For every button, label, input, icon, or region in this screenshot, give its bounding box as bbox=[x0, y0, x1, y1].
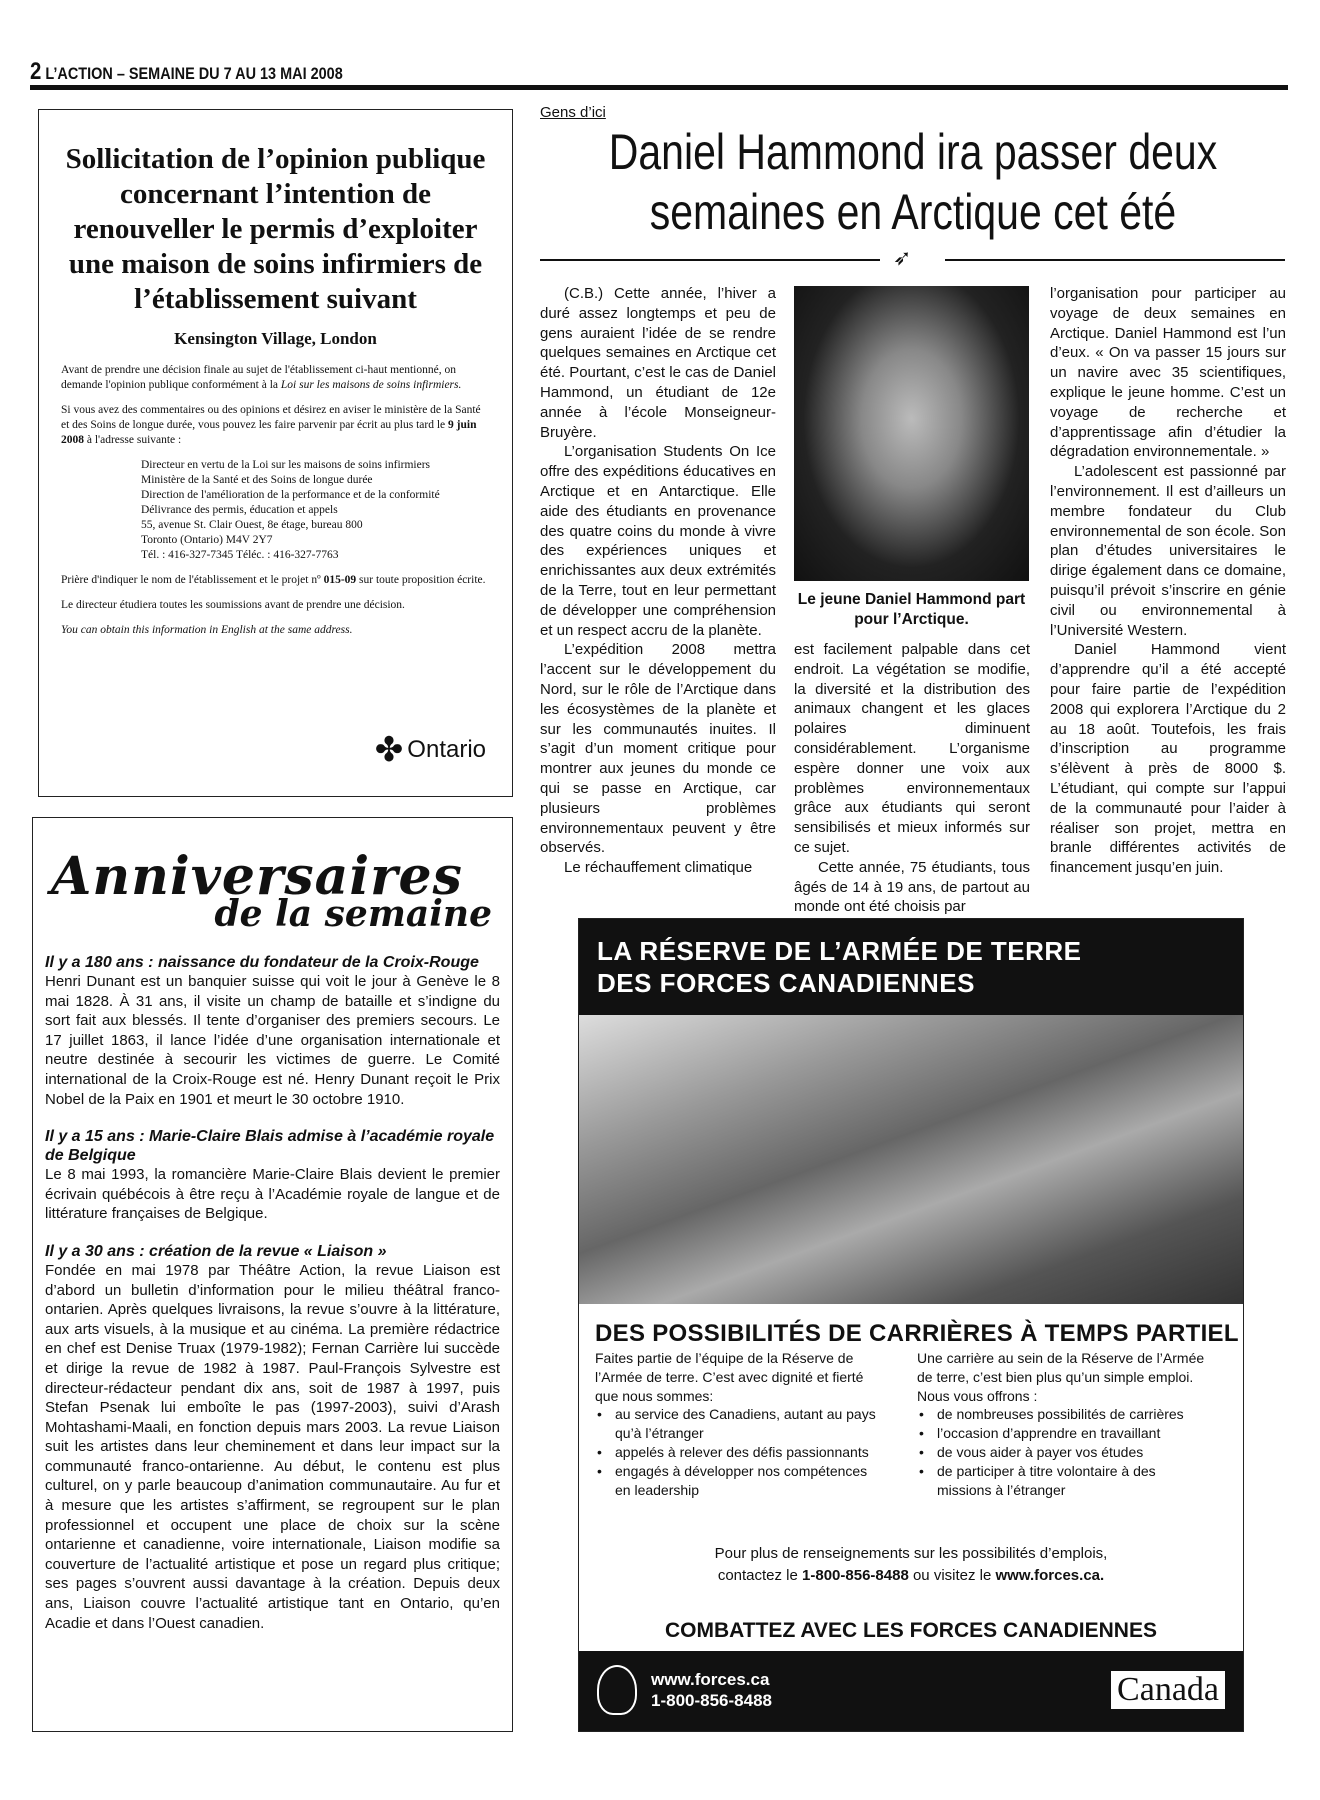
intro: Une carrière au sein de la Réserve de l’Armée de terre, c’est bien plus qu’un simple emploi. Nous vous offrons : bbox=[917, 1350, 1205, 1404]
anniversary-item bbox=[45, 1127, 500, 1224]
paragraph: Daniel Hammond vient d’apprendre qu’il a été accepté pour faire partie de l’expédition 2008 qui explorera l’Arctique du 2 au 18 août. Toutefois, les frais d’inscription au programme s’élèvent à près de 8000 $. L’étudiant, qui compte sur l’appui de la communauté pour l’aider à réaliser son projet, mettra en branle différentes activités de financement jusqu’en juin. bbox=[1050, 641, 1286, 877]
photo-caption: Le jeune Daniel Hammond part pour l’Arctique. bbox=[797, 591, 1026, 628]
item-heading: Il y a 180 ans : naissance du fondateur de la Croix-Rouge bbox=[45, 954, 479, 971]
text: sur toute proposition écrite. bbox=[356, 574, 486, 586]
item-heading: Il y a 15 ans : Marie-Claire Blais admise à l’académie royale de Belgique bbox=[45, 1128, 495, 1165]
article-column-3 bbox=[1050, 284, 1286, 878]
anniversaries-title: Anniversaires bbox=[51, 846, 463, 907]
bullet: • engagés à développer nos compétences en leadership bbox=[595, 1462, 885, 1500]
paragraph: (C.B.) Cette année, l’hiver a duré assez longtemps et peu de gens auraient l’idée de se rendre quelques semaines en Arctique cet été. Pourtant, c’est le cas de Daniel Hammond, un étudiant de 12e année à l’école Monseigneur-Bruyère. bbox=[540, 285, 776, 441]
notice-subtitle: Kensington Village, London bbox=[174, 329, 377, 348]
trillium-icon: ✤ bbox=[374, 731, 404, 769]
page-header bbox=[30, 58, 343, 86]
anniversary-item bbox=[45, 1242, 500, 1633]
deadline: 9 juin 2008 bbox=[61, 419, 477, 446]
ontario-logo bbox=[375, 730, 486, 770]
header-rule bbox=[30, 85, 1288, 90]
logo-text: Ontario bbox=[407, 736, 486, 763]
address-line: Direction de l'amélioration de la performance et de la conformité bbox=[141, 489, 440, 501]
paragraph: l’organisation pour participer au voyage de deux semaines en Arctique. Daniel Hammond est l’un d’eux. « On va passer 15 jours sur un navire avec 35 scientifiques, explique le jeune homme. C’est un voyage de recherche et d’apprentissage afin d’étudier la dégradation environnementale. » bbox=[1050, 285, 1286, 461]
text: à l'adresse suivante : bbox=[84, 434, 182, 446]
army-reserve-ad bbox=[578, 918, 1244, 1732]
text: contactez le bbox=[717, 1567, 803, 1584]
divider bbox=[540, 259, 880, 261]
bullet: • l’occasion d’apprendre en travaillant bbox=[917, 1424, 1207, 1443]
text: Avant de prendre une décision finale au sujet de l'établissement ci-haut mentionné, on demande l'opinion publique conformément à la bbox=[61, 364, 456, 391]
anniversaries-subtitle: de la semaine bbox=[214, 893, 492, 935]
address-line: Toronto (Ontario) M4V 2Y7 bbox=[141, 534, 273, 546]
phone-link[interactable]: 1-800-856-8488 bbox=[802, 1567, 909, 1584]
text: Si vous avez des commentaires ou des opinions et désirez en aviser le ministère de la Santé et des Soins de longue durée, vous pouvez les faire parvenir par écrit au plus tard le bbox=[61, 404, 481, 431]
notice-p4: Le directeur étudiera toutes les soumissions avant de prendre une décision. bbox=[61, 599, 405, 611]
address-line: 55, avenue St. Clair Ouest, 8e étage, bureau 800 bbox=[141, 519, 363, 531]
ad-footer bbox=[579, 1651, 1243, 1731]
page-number: 2 bbox=[30, 58, 42, 85]
text: ou visitez le bbox=[908, 1567, 996, 1584]
anniversary-item bbox=[45, 953, 500, 1109]
article-column-2 bbox=[794, 640, 1030, 917]
notice-p5 bbox=[61, 623, 490, 638]
address-line: Directeur en vertu de la Loi sur les maisons de soins infirmiers bbox=[141, 459, 431, 471]
paragraph: L’adolescent est passionné par l’environnement. Il est d’ailleurs un membre fondateur du Club environnemental de son école. Son plan d’études universitaires le dirige également dans ce domaine, puisqu’il prévoit s’inscrire en génie civil ou environnemental à l’Université Western. bbox=[1050, 463, 1286, 639]
ontario-notice bbox=[38, 109, 513, 797]
item-body: Henri Dunant est un banquier suisse qui voit le jour à Genève le 8 mai 1828. À 31 ans, il visite un champ de bataille et s’indigne du sort fait aux blessés. Il tente d’organiser des premiers secours. Le 17 juillet 1863, il lance l’idée d’une organisation internationale et neutre destinée à secourir les victimes de guerre. Le Comité international de la Croix-Rouge est né. Henry Dunant reçoit le Prix Nobel de la Paix en 1901 et meurt le 30 octobre 1910. bbox=[45, 973, 500, 1108]
footer-contact bbox=[651, 1669, 772, 1711]
anniversaries-box bbox=[32, 817, 513, 1732]
notice-p1 bbox=[61, 363, 490, 393]
intro: Faites partie de l’équipe de la Réserve de l’Armée de terre. C’est avec dignité et fierté que nous sommes: bbox=[595, 1350, 864, 1404]
bullet: • de nombreuses possibilités de carrières bbox=[917, 1405, 1207, 1424]
item-heading: Il y a 30 ans : création de la revue « Liaison » bbox=[45, 1242, 387, 1260]
notice-title: Sollicitation de l’opinion publique concernant l’intention de renouveller le permis d’exploiter une maison de soins infirmiers de l’établissement suivant bbox=[65, 143, 486, 315]
ad-contact bbox=[579, 1543, 1243, 1587]
text: Prière d'indiquer le nom de l'établissement et le projet nº bbox=[61, 574, 324, 586]
bullet: • de vous aider à payer vos études bbox=[917, 1443, 1207, 1462]
bullet: • de participer à titre volontaire à des missions à l’étranger bbox=[917, 1462, 1207, 1500]
notice-p2 bbox=[61, 403, 490, 448]
web-link[interactable]: www.forces.ca. bbox=[995, 1567, 1105, 1584]
address-line: Tél. : 416-327-7345 Téléc. : 416-327-7763 bbox=[141, 549, 339, 561]
ad-title: LA RÉSERVE DE L’ARMÉE DE TERRE bbox=[597, 936, 1082, 966]
address-line: Ministère de la Santé et des Soins de longue durée bbox=[141, 474, 373, 486]
paragraph: L’organisation Students On Ice offre des expéditions éducatives en Arctique et en Antarctique. Elle aide des étudiants en provenance des quatre coins du monde à vivre des expériences uniques et enrichissantes aux deux extrémités de la Terre, tout en leur permettant de développer une compréhension et un respect accru de la planète. bbox=[540, 443, 776, 639]
contact-text: Pour plus de renseignements sur les possibilités d’emplois, bbox=[714, 1545, 1108, 1562]
footer-web[interactable]: www.forces.ca bbox=[651, 1670, 770, 1689]
item-body: Fondée en mai 1978 par Théâtre Action, la revue Liaison est d’abord un bulletin d’information pour le milieu théâtral franco-ontarien. Après quelques livraisons, la revue s’ouvre à la littérature, aux arts visuels, à la musique et au cinéma. La première rédactrice en chef est Denise Truax (1979-1982); Fernan Carrière lui succède et dirige la revue de 1982 à 1987. Paul-François Sylvestre est directeur-rédacteur pendant dix ans, soit de 1987 à 1997, puis Stefan Psenak lui emboîte le pas (1997-2003), suivi d’Arash Mohtashami-Maali, en fonction depuis mars 2003. La revue Liaison suit les artistes dans leur cheminement et dans leur impact sur la communauté franco-ontarienne. Au début, le contenu est plus culturel, on y parle beaucoup d’animation communautaire. Au fur et à mesure que les artistes s’affirment, se regroupent sur le plan professionnel et occupent une place de choix sur la scène ontarienne et canadienne, voire internationale, Liaison modifie sa couverture de l’actualité artistique et pose un regard plus critique; ses pages s’ouvrent aussi davantage à la création. Depuis deux ans, Liaison couvre l’actualité artistique tant en Ontario, qu’en Acadie et dans l’Ouest canadien. bbox=[45, 1261, 500, 1632]
paragraph: Cette année, 75 étudiants, tous âgés de 14 à 19 ans, de partout au monde ont été choisis par bbox=[794, 858, 1030, 916]
notice-address bbox=[61, 458, 490, 563]
paragraph: L’expédition 2008 mettra l’accent sur le développement du Nord, sur le rôle de l’Arctique dans les écosystèmes de la planète et sur les communautés inuites. Il s’agit d’un moment critique pour montrer aux jeunes du monde ce qui se passe en Arctique, car plusieurs problèmes environnementaux peuvent y être observés. bbox=[540, 641, 776, 857]
bullet: • appelés à relever des défis passionnants bbox=[595, 1443, 885, 1462]
article-headline: Daniel Hammond ira passer deux semaines en Arctique cet été bbox=[608, 124, 1218, 240]
soldiers-photo bbox=[579, 1015, 1243, 1304]
ad-header bbox=[579, 919, 1243, 1015]
ad-left-column bbox=[595, 1349, 885, 1499]
item-body: Le 8 mai 1993, la romancière Marie-Claire Blais devient le premier écrivain québécois à être reçu à l’Académie royale de langue et de littérature françaises de Belgique. bbox=[45, 1166, 500, 1223]
notice-p3 bbox=[61, 573, 490, 588]
divider bbox=[945, 259, 1285, 261]
project-number: 015-09 bbox=[323, 574, 357, 586]
ornament-icon: ➶ bbox=[893, 245, 912, 270]
ad-heading: DES POSSIBILITÉS DE CARRIÈRES À TEMPS PARTIEL bbox=[595, 1320, 1239, 1347]
address-line: Délivrance des permis, éducation et appels bbox=[141, 504, 338, 516]
ad-title: DES FORCES CANADIENNES bbox=[597, 968, 975, 998]
law-name: Loi sur les maisons de soins infirmiers. bbox=[280, 379, 462, 391]
portrait-photo bbox=[794, 286, 1029, 581]
paragraph: Le réchauffement climatique bbox=[564, 859, 753, 877]
ad-slogan: COMBATTEZ AVEC LES FORCES CANADIENNES bbox=[665, 1619, 1157, 1642]
header-title: L’ACTION – SEMAINE DU 7 AU 13 MAI 2008 bbox=[45, 64, 343, 83]
paragraph: est facilement palpable dans cet endroit. La végétation se modifie, la diversité et la distribution des animaux changent et les glaces polaires diminuent considérablement. L’organisme espère donner une voix aux problèmes environnementaux grâce aux étudiants qui seront sensibilisés et mieux informés sur ce sujet. bbox=[794, 641, 1030, 856]
ad-right-column bbox=[917, 1349, 1207, 1499]
bullet: • au service des Canadiens, autant au pays qu’à l’étranger bbox=[595, 1405, 885, 1443]
canada-wordmark: Canada bbox=[1111, 1671, 1225, 1709]
section-kicker: Gens d’ici bbox=[540, 104, 606, 121]
forces-crest-icon bbox=[597, 1665, 637, 1715]
english-note: You can obtain this information in English at the same address. bbox=[61, 624, 353, 636]
article-column-1 bbox=[540, 284, 776, 878]
footer-phone[interactable]: 1-800-856-8488 bbox=[651, 1691, 772, 1710]
